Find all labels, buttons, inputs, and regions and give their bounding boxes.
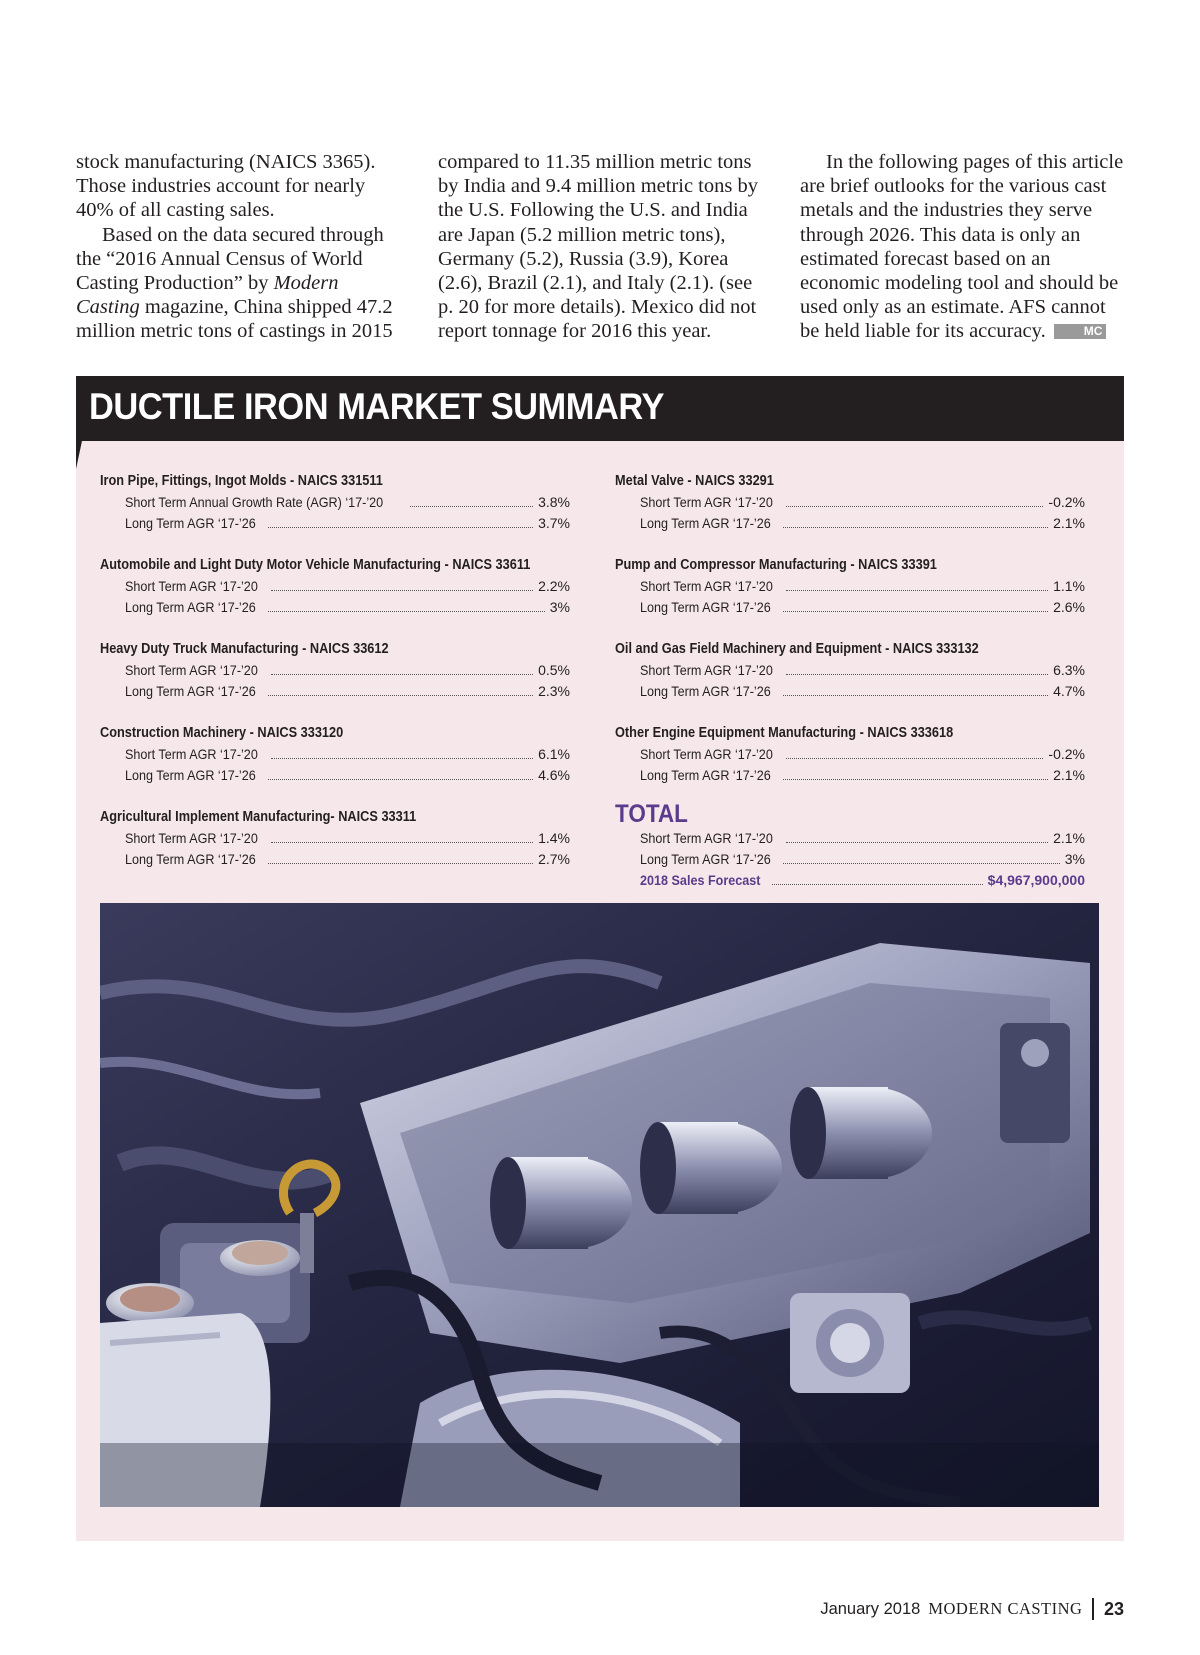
leader-dots <box>786 590 1048 591</box>
summary-right-column <box>615 470 1085 891</box>
total-title: TOTAL <box>615 800 688 828</box>
leader-dots <box>271 758 533 759</box>
growth-rate-value: 3% <box>1064 851 1085 867</box>
growth-rate-row <box>100 849 570 870</box>
article-column-2 <box>438 150 768 344</box>
industry-title: Heavy Duty Truck Manufacturing - NAICS 33612 <box>100 641 389 657</box>
growth-rate-label: Long Term AGR ‘17-’26 <box>640 599 771 615</box>
article-paragraph <box>800 150 1130 344</box>
industry-title: Construction Machinery - NAICS 333120 <box>100 725 344 741</box>
growth-rate-row <box>100 744 570 765</box>
growth-rate-label: Short Term Annual Growth Rate (AGR) ‘17-’20 <box>125 494 384 510</box>
growth-rate-value: 2.7% <box>538 851 570 867</box>
right-groups <box>615 470 1085 786</box>
leader-dots <box>268 863 533 864</box>
leader-dots <box>268 779 533 780</box>
growth-rate-label: Short Term AGR ‘17-’20 <box>125 578 258 594</box>
growth-rate-label: Long Term AGR ‘17-’26 <box>125 767 256 783</box>
growth-rate-value: 4.7% <box>1053 683 1085 699</box>
industry-group <box>100 722 570 786</box>
leader-dots <box>786 674 1048 675</box>
article-paragraph <box>76 223 406 344</box>
mc-end-mark: MC <box>1054 324 1107 339</box>
leader-dots <box>772 884 983 885</box>
engine-illustration <box>100 903 1099 1507</box>
growth-rate-label: Short Term AGR ‘17-’20 <box>640 662 773 678</box>
leader-dots <box>786 842 1048 843</box>
growth-rate-row <box>100 681 570 702</box>
growth-rate-value: 2.3% <box>538 683 570 699</box>
growth-rate-row <box>615 513 1085 534</box>
summary-header-bar <box>76 376 1124 441</box>
growth-rate-label: Long Term AGR ‘17-’26 <box>125 515 256 531</box>
growth-rate-label: Long Term AGR ‘17-’26 <box>640 851 771 867</box>
leader-dots <box>268 527 533 528</box>
header-tab-decoration <box>76 441 82 469</box>
sales-forecast-row <box>615 870 1085 891</box>
industry-group <box>615 554 1085 618</box>
industry-title: Other Engine Equipment Manufacturing - NAICS 333618 <box>615 725 954 741</box>
leader-dots <box>271 590 533 591</box>
growth-rate-value: 2.1% <box>1053 830 1085 846</box>
total-section <box>615 800 1085 891</box>
page-footer <box>820 1598 1124 1620</box>
growth-rate-label: Long Term AGR ‘17-’26 <box>640 515 771 531</box>
summary-title: DUCTILE IRON MARKET SUMMARY <box>89 386 664 427</box>
text-run: In the following pages of this article are brief outlooks for the various cast metals and the industries they serve through 2026. This data is only an estimated forecast based on an economic modeling tool and should be used only as an estimate. AFS cannot be held liable for its accuracy. <box>800 151 1124 343</box>
growth-rate-value: 3.8% <box>538 494 570 510</box>
publication-title: Modern Casting <box>76 272 339 319</box>
growth-rate-value: 2.2% <box>538 578 570 594</box>
growth-rate-row <box>615 576 1085 597</box>
growth-rate-row <box>615 597 1085 618</box>
growth-rate-value: 3% <box>549 599 570 615</box>
growth-rate-label: Long Term AGR ‘17-’26 <box>125 599 256 615</box>
text-run: Based on the data secured through the “2016 Annual Census of World Casting Production” by <box>76 223 384 295</box>
growth-rate-row <box>100 828 570 849</box>
leader-dots <box>271 842 533 843</box>
growth-rate-row <box>615 681 1085 702</box>
growth-rate-value: 3.7% <box>538 515 570 531</box>
growth-rate-label: Short Term AGR ‘17-’20 <box>640 578 773 594</box>
growth-rate-label: Short Term AGR ‘17-’20 <box>125 830 258 846</box>
sales-forecast-value: $4,967,900,000 <box>987 872 1085 888</box>
growth-rate-row <box>615 765 1085 786</box>
article-column-1 <box>76 150 406 344</box>
growth-rate-row <box>615 828 1085 849</box>
footer-magazine: MODERN CASTING <box>928 1599 1083 1618</box>
leader-dots <box>783 527 1048 528</box>
leader-dots <box>783 611 1048 612</box>
growth-rate-label: Long Term AGR ‘17-’26 <box>125 851 256 867</box>
growth-rate-label: Short Term AGR ‘17-’20 <box>125 662 258 678</box>
growth-rate-value: 1.1% <box>1053 578 1085 594</box>
growth-rate-value: 2.1% <box>1053 767 1085 783</box>
leader-dots <box>410 506 533 507</box>
growth-rate-value: 6.3% <box>1053 662 1085 678</box>
text-run: magazine, China shipped 47.2 million metric tons of castings in 2015 <box>76 296 393 343</box>
growth-rate-value: 0.5% <box>538 662 570 678</box>
industry-title: Oil and Gas Field Machinery and Equipment - NAICS 333132 <box>615 641 979 657</box>
leader-dots <box>786 758 1044 759</box>
industry-title: Pump and Compressor Manufacturing - NAICS 33391 <box>615 557 937 573</box>
industry-title: Iron Pipe, Fittings, Ingot Molds - NAICS 331511 <box>100 473 383 489</box>
total-rows <box>615 828 1085 870</box>
growth-rate-row <box>100 576 570 597</box>
article-column-3 <box>800 150 1130 344</box>
growth-rate-label: Short Term AGR ‘17-’20 <box>640 746 773 762</box>
leader-dots <box>268 611 545 612</box>
summary-left-column <box>100 470 570 890</box>
growth-rate-value: 1.4% <box>538 830 570 846</box>
growth-rate-label: Short Term AGR ‘17-’20 <box>640 494 773 510</box>
leader-dots <box>268 695 533 696</box>
leader-dots <box>783 779 1048 780</box>
growth-rate-label: Long Term AGR ‘17-’26 <box>640 683 771 699</box>
growth-rate-label: Long Term AGR ‘17-’26 <box>125 683 256 699</box>
industry-group <box>615 638 1085 702</box>
growth-rate-label: Long Term AGR ‘17-’26 <box>640 767 771 783</box>
footer-divider <box>1092 1598 1094 1620</box>
leader-dots <box>783 695 1048 696</box>
industry-group <box>615 722 1085 786</box>
growth-rate-row <box>615 492 1085 513</box>
industry-group <box>100 806 570 870</box>
growth-rate-row <box>100 513 570 534</box>
growth-rate-value: -0.2% <box>1048 494 1085 510</box>
industry-group <box>615 470 1085 534</box>
market-summary-box <box>76 376 1124 1541</box>
page-number: 23 <box>1103 1598 1124 1619</box>
growth-rate-row <box>615 849 1085 870</box>
engine-photo <box>100 903 1099 1507</box>
growth-rate-value: -0.2% <box>1048 746 1085 762</box>
growth-rate-value: 2.1% <box>1053 515 1085 531</box>
sales-forecast-label: 2018 Sales Forecast <box>640 872 761 888</box>
article-paragraph: stock manufacturing (NAICS 3365). Those industries account for nearly 40% of all casting sales. <box>76 151 376 222</box>
industry-group <box>100 638 570 702</box>
industry-title: Metal Valve - NAICS 33291 <box>615 473 774 489</box>
leader-dots <box>786 506 1044 507</box>
growth-rate-label: Short Term AGR ‘17-’20 <box>640 830 773 846</box>
growth-rate-value: 2.6% <box>1053 599 1085 615</box>
growth-rate-value: 4.6% <box>538 767 570 783</box>
article-paragraph: compared to 11.35 million metric tons by India and 9.4 million metric tons by the U.S. Following the U.S. and India are Japan (5.2 million metric tons), Germany (5.2), Russia (3.9), Korea (2.6), Brazil (2.1), and Italy (2.1). (see p. 20 for more details). Mexico did not report tonnage for 2016 this year. <box>438 151 758 343</box>
growth-rate-row <box>100 492 570 513</box>
industry-group <box>100 554 570 618</box>
industry-title: Automobile and Light Duty Motor Vehicle Manufacturing - NAICS 33611 <box>100 557 531 573</box>
growth-rate-value: 6.1% <box>538 746 570 762</box>
footer-date: January 2018 <box>820 1599 921 1618</box>
industry-group <box>100 470 570 534</box>
leader-dots <box>783 863 1060 864</box>
growth-rate-row <box>100 765 570 786</box>
growth-rate-row <box>615 660 1085 681</box>
growth-rate-row <box>100 660 570 681</box>
leader-dots <box>271 674 533 675</box>
growth-rate-row <box>100 597 570 618</box>
industry-title: Agricultural Implement Manufacturing- NAICS 33311 <box>100 809 417 825</box>
growth-rate-row <box>615 744 1085 765</box>
growth-rate-label: Short Term AGR ‘17-’20 <box>125 746 258 762</box>
